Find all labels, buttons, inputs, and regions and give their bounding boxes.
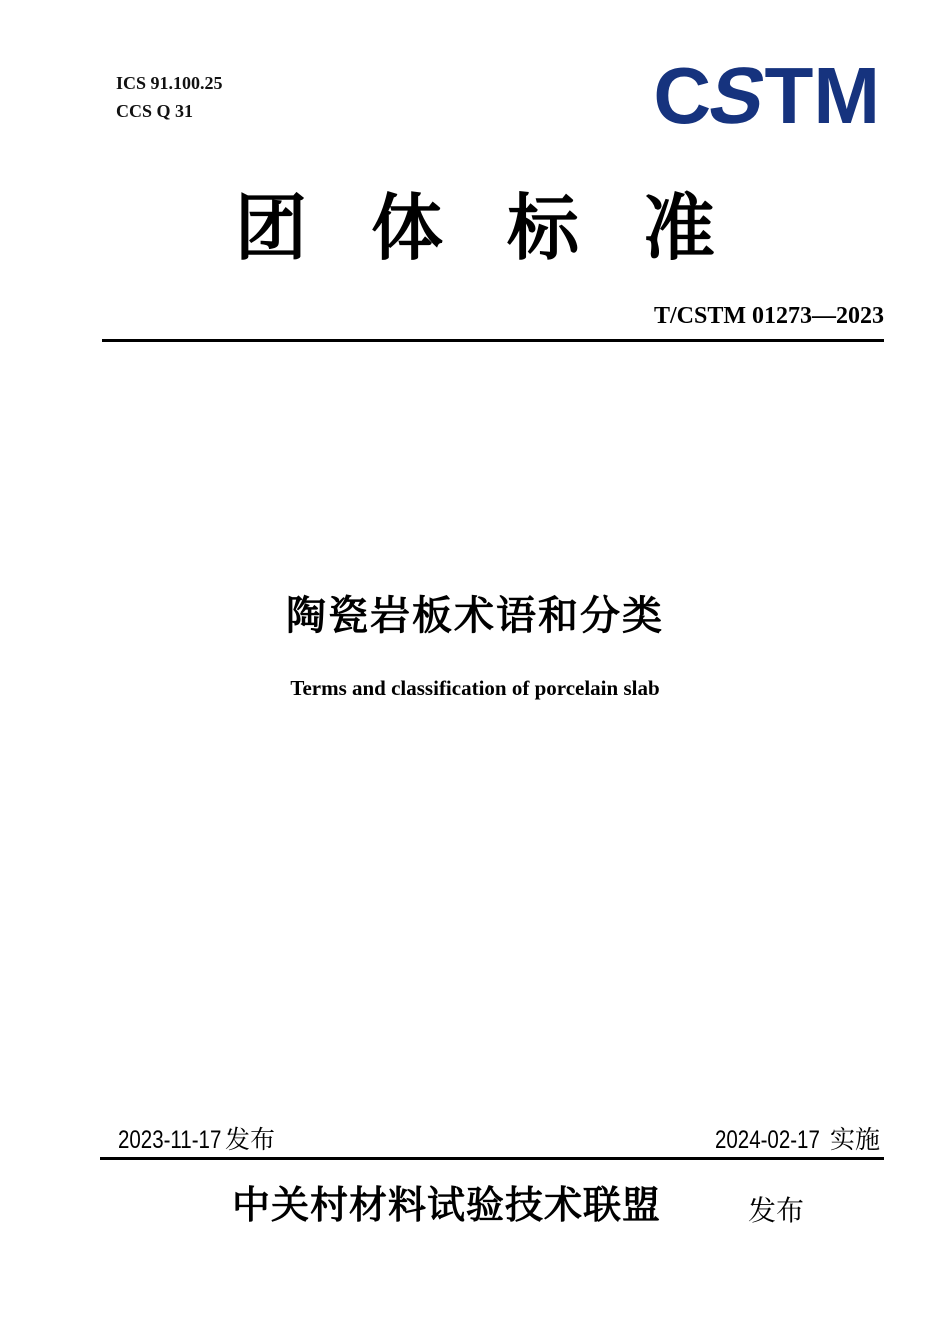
implement-date-row [715,1127,880,1155]
issue-date-row [118,1127,275,1155]
standard-number: T/CSTM 01273—2023 [653,303,884,329]
publish-label: 发布 [748,1195,805,1226]
footer-rule [100,1157,884,1160]
header-rule [102,339,884,342]
issue-label: 发布 [224,1126,275,1154]
standard-type-title: 团 体 标 准 [234,189,715,269]
document-title-zh: 陶瓷岩板术语和分类 [286,594,664,638]
ics-code: ICS 91.100.25 [116,73,223,93]
document-title-en: Terms and classification of porcelain slab [290,676,660,700]
issue-date: 2023-11-17 [118,1126,222,1154]
publisher-name: 中关村材料试验技术联盟 [232,1185,662,1227]
cstm-logo-text: CSTM [653,51,880,140]
implement-date: 2024-02-17 [715,1126,821,1154]
classification-codes [116,69,223,125]
implement-label: 实施 [829,1126,880,1154]
ccs-code: CCS Q 31 [116,101,194,121]
cstm-logo [653,51,880,140]
